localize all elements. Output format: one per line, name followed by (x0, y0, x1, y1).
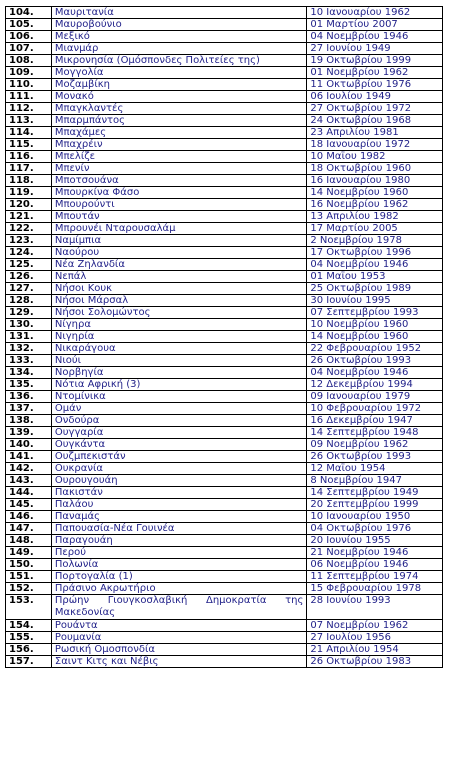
table-row (6, 523, 443, 535)
row-number: 144. (6, 487, 52, 499)
table-row (6, 283, 443, 295)
row-number: 106. (6, 31, 52, 43)
country-name: Παλάου (51, 499, 307, 511)
row-number: 139. (6, 427, 52, 439)
accession-date: 27 Οκτωβρίου 1972 (307, 103, 443, 115)
table-row (6, 307, 443, 319)
accession-date: 09 Ιανουαρίου 1979 (307, 391, 443, 403)
country-name: Παπουασία-Νέα Γουινέα (51, 523, 307, 535)
row-number: 116. (6, 151, 52, 163)
country-name: Μοζαμβίκη (51, 79, 307, 91)
table-row (6, 595, 443, 620)
row-number: 124. (6, 247, 52, 259)
table-row (6, 343, 443, 355)
row-number: 137. (6, 403, 52, 415)
table-row (6, 487, 443, 499)
country-name: Μποτσουάνα (51, 175, 307, 187)
country-name: Μπελίζε (51, 151, 307, 163)
country-name: Πακιστάν (51, 487, 307, 499)
accession-date: 06 Ιουλίου 1949 (307, 91, 443, 103)
table-row (6, 403, 443, 415)
accession-date: 04 Νοεμβρίου 1946 (307, 31, 443, 43)
accession-date: 16 Ιανουαρίου 1980 (307, 175, 443, 187)
accession-date: 07 Σεπτεμβρίου 1993 (307, 307, 443, 319)
country-name: Ναμίμπια (51, 235, 307, 247)
table-row (6, 79, 443, 91)
row-number: 108. (6, 55, 52, 67)
accession-date: 04 Οκτωβρίου 1976 (307, 523, 443, 535)
table-row (6, 19, 443, 31)
table-row (6, 295, 443, 307)
country-name: Νορβηγία (51, 367, 307, 379)
accession-date: 10 Φεβρουαρίου 1972 (307, 403, 443, 415)
accession-date: 09 Νοεμβρίου 1962 (307, 439, 443, 451)
table-row (6, 511, 443, 523)
country-name: Νέα Ζηλανδία (51, 259, 307, 271)
country-name: Μιανμάρ (51, 43, 307, 55)
table-row (6, 559, 443, 571)
row-number: 120. (6, 199, 52, 211)
row-number: 130. (6, 319, 52, 331)
table-row (6, 499, 443, 511)
table-row (6, 391, 443, 403)
row-number: 117. (6, 163, 52, 175)
table-row (6, 439, 443, 451)
country-name: Ομάν (51, 403, 307, 415)
accession-date: 22 Φεβρουαρίου 1952 (307, 343, 443, 355)
accession-date: 28 Ιουνίου 1993 (307, 595, 443, 620)
accession-date: 10 Ιανουαρίου 1962 (307, 7, 443, 19)
row-number: 136. (6, 391, 52, 403)
row-number: 129. (6, 307, 52, 319)
row-number: 126. (6, 271, 52, 283)
row-number: 127. (6, 283, 52, 295)
country-name: Πορτογαλία (1) (51, 571, 307, 583)
row-number: 110. (6, 79, 52, 91)
table-row (6, 571, 443, 583)
accession-date: 10 Ιανουαρίου 1950 (307, 511, 443, 523)
country-name: Νήσοι Σολομώντος (51, 307, 307, 319)
country-name: Ντομίνικα (51, 391, 307, 403)
table-row (6, 415, 443, 427)
accession-date: 21 Απριλίου 1954 (307, 644, 443, 656)
member-states-table (5, 6, 443, 668)
country-name: Ρωσική Ομοσπονδία (51, 644, 307, 656)
row-number: 153. (6, 595, 52, 620)
country-name: Ονδούρα (51, 415, 307, 427)
accession-date: 24 Οκτωβρίου 1968 (307, 115, 443, 127)
accession-date: 14 Νοεμβρίου 1960 (307, 187, 443, 199)
table-row (6, 535, 443, 547)
row-number: 122. (6, 223, 52, 235)
accession-date: 01 Μαρτίου 2007 (307, 19, 443, 31)
row-number: 134. (6, 367, 52, 379)
row-number: 107. (6, 43, 52, 55)
accession-date: 14 Νοεμβρίου 1960 (307, 331, 443, 343)
table-row (6, 199, 443, 211)
country-name: Νίγηρα (51, 319, 307, 331)
accession-date: 04 Νοεμβρίου 1946 (307, 259, 443, 271)
country-name: Παραγουάη (51, 535, 307, 547)
table-row (6, 319, 443, 331)
table-row (6, 103, 443, 115)
table-row (6, 367, 443, 379)
table-row (6, 163, 443, 175)
table-row (6, 247, 443, 259)
country-name: Νότια Αφρική (3) (51, 379, 307, 391)
table-row (6, 331, 443, 343)
country-name: Πράσινο Ακρωτήριο (51, 583, 307, 595)
row-number: 135. (6, 379, 52, 391)
country-name: Νιγηρία (51, 331, 307, 343)
table-row (6, 271, 443, 283)
country-name: Μεξικό (51, 31, 307, 43)
row-number: 104. (6, 7, 52, 19)
accession-date: 26 Οκτωβρίου 1993 (307, 451, 443, 463)
country-name: Ουζμπεκιστάν (51, 451, 307, 463)
row-number: 113. (6, 115, 52, 127)
country-name: Μονακό (51, 91, 307, 103)
row-number: 123. (6, 235, 52, 247)
row-number: 147. (6, 523, 52, 535)
accession-date: 20 Ιουνίου 1955 (307, 535, 443, 547)
table-row (6, 463, 443, 475)
country-name: Ουγκάντα (51, 439, 307, 451)
table-row (6, 632, 443, 644)
country-name: Νιούι (51, 355, 307, 367)
table-row (6, 235, 443, 247)
country-name: Μπαγκλαντές (51, 103, 307, 115)
country-name: Μαυροβούνιο (51, 19, 307, 31)
country-name: Μπουρούντι (51, 199, 307, 211)
row-number: 118. (6, 175, 52, 187)
table-row (6, 259, 443, 271)
country-name: Μπαχάμες (51, 127, 307, 139)
row-number: 155. (6, 632, 52, 644)
accession-date: 10 Νοεμβρίου 1960 (307, 319, 443, 331)
table-row (6, 43, 443, 55)
country-name: Περού (51, 547, 307, 559)
accession-date: 30 Ιουνίου 1995 (307, 295, 443, 307)
row-number: 154. (6, 620, 52, 632)
accession-date: 01 Μαΐου 1953 (307, 271, 443, 283)
accession-date: 07 Νοεμβρίου 1962 (307, 620, 443, 632)
accession-date: 27 Ιουλίου 1956 (307, 632, 443, 644)
accession-date: 8 Νοεμβρίου 1947 (307, 475, 443, 487)
row-number: 133. (6, 355, 52, 367)
country-name: Νικαράγουα (51, 343, 307, 355)
accession-date: 20 Σεπτεμβρίου 1999 (307, 499, 443, 511)
table-row (6, 379, 443, 391)
table-row (6, 151, 443, 163)
country-name: Μικρονησία (Ομόσπονδες Πολιτείες της) (51, 55, 307, 67)
accession-date: 17 Μαρτίου 2005 (307, 223, 443, 235)
table-row (6, 223, 443, 235)
table-row (6, 427, 443, 439)
table-row (6, 139, 443, 151)
country-name: Νήσοι Μάρσαλ (51, 295, 307, 307)
row-number: 145. (6, 499, 52, 511)
country-name: Μπουτάν (51, 211, 307, 223)
row-number: 114. (6, 127, 52, 139)
table-row (6, 451, 443, 463)
country-name: Ουρουγουάη (51, 475, 307, 487)
row-number: 141. (6, 451, 52, 463)
accession-date: 12 Δεκεμβρίου 1994 (307, 379, 443, 391)
row-number: 152. (6, 583, 52, 595)
accession-date: 16 Νοεμβρίου 1962 (307, 199, 443, 211)
row-number: 157. (6, 656, 52, 668)
row-number: 151. (6, 571, 52, 583)
row-number: 156. (6, 644, 52, 656)
row-number: 150. (6, 559, 52, 571)
accession-date: 06 Νοεμβρίου 1946 (307, 559, 443, 571)
row-number: 119. (6, 187, 52, 199)
accession-date: 13 Απριλίου 1982 (307, 211, 443, 223)
row-number: 138. (6, 415, 52, 427)
accession-date: 21 Νοεμβρίου 1946 (307, 547, 443, 559)
country-name: Σαιντ Κιτς και Νέβις (51, 656, 307, 668)
country-name: Πολωνία (51, 559, 307, 571)
accession-date: 25 Οκτωβρίου 1989 (307, 283, 443, 295)
row-number: 111. (6, 91, 52, 103)
row-number: 128. (6, 295, 52, 307)
accession-date: 12 Μαΐου 1954 (307, 463, 443, 475)
accession-date: 26 Οκτωβρίου 1993 (307, 355, 443, 367)
row-number: 109. (6, 67, 52, 79)
country-name: Νήσοι Κουκ (51, 283, 307, 295)
country-name: Μπρουνέι Νταρουσαλάμ (51, 223, 307, 235)
country-name: Νεπάλ (51, 271, 307, 283)
row-number: 146. (6, 511, 52, 523)
accession-date: 04 Νοεμβρίου 1946 (307, 367, 443, 379)
row-number: 121. (6, 211, 52, 223)
table-row (6, 91, 443, 103)
row-number: 132. (6, 343, 52, 355)
table-body (6, 7, 443, 668)
table-row (6, 115, 443, 127)
row-number: 125. (6, 259, 52, 271)
country-name: Ρουάντα (51, 620, 307, 632)
row-number: 131. (6, 331, 52, 343)
accession-date: 15 Φεβρουαρίου 1978 (307, 583, 443, 595)
accession-date: 26 Οκτωβρίου 1983 (307, 656, 443, 668)
row-number: 112. (6, 103, 52, 115)
table-row (6, 355, 443, 367)
country-name: Μπαχρέιν (51, 139, 307, 151)
row-number: 148. (6, 535, 52, 547)
country-name: Μογγολία (51, 67, 307, 79)
table-row (6, 656, 443, 668)
table-row (6, 547, 443, 559)
table-row (6, 67, 443, 79)
country-name: Ρουμανία (51, 632, 307, 644)
country-name: Μπενίν (51, 163, 307, 175)
table-row (6, 31, 443, 43)
country-name: Ουγγαρία (51, 427, 307, 439)
table-row (6, 7, 443, 19)
table-row (6, 644, 443, 656)
accession-date: 10 Μαΐου 1982 (307, 151, 443, 163)
accession-date: 11 Οκτωβρίου 1976 (307, 79, 443, 91)
table-row (6, 175, 443, 187)
accession-date: 14 Σεπτεμβρίου 1949 (307, 487, 443, 499)
table-row (6, 187, 443, 199)
country-name: Μπουρκίνα Φάσο (51, 187, 307, 199)
accession-date: 18 Οκτωβρίου 1960 (307, 163, 443, 175)
country-name: Μαυριτανία (51, 7, 307, 19)
row-number: 142. (6, 463, 52, 475)
table-row (6, 55, 443, 67)
accession-date: 18 Ιανουαρίου 1972 (307, 139, 443, 151)
country-name: Ουκρανία (51, 463, 307, 475)
accession-date: 16 Δεκεμβρίου 1947 (307, 415, 443, 427)
row-number: 140. (6, 439, 52, 451)
table-row (6, 127, 443, 139)
country-name: Πρώην Γιουγκοσλαβική Δημοκρατία της Μακεδονίας (51, 595, 307, 620)
table-row (6, 211, 443, 223)
country-name: Ναούρου (51, 247, 307, 259)
accession-date: 01 Νοεμβρίου 1962 (307, 67, 443, 79)
table-row (6, 475, 443, 487)
row-number: 143. (6, 475, 52, 487)
accession-date: 11 Σεπτεμβρίου 1974 (307, 571, 443, 583)
accession-date: 23 Απριλίου 1981 (307, 127, 443, 139)
accession-date: 2 Νοεμβρίου 1978 (307, 235, 443, 247)
country-name: Παναμάς (51, 511, 307, 523)
accession-date: 19 Οκτωβρίου 1999 (307, 55, 443, 67)
accession-date: 27 Ιουνίου 1949 (307, 43, 443, 55)
row-number: 149. (6, 547, 52, 559)
accession-date: 14 Σεπτεμβρίου 1948 (307, 427, 443, 439)
row-number: 105. (6, 19, 52, 31)
table-row (6, 583, 443, 595)
row-number: 115. (6, 139, 52, 151)
table-row (6, 620, 443, 632)
accession-date: 17 Οκτωβρίου 1996 (307, 247, 443, 259)
country-name: Μπαρμπάντος (51, 115, 307, 127)
